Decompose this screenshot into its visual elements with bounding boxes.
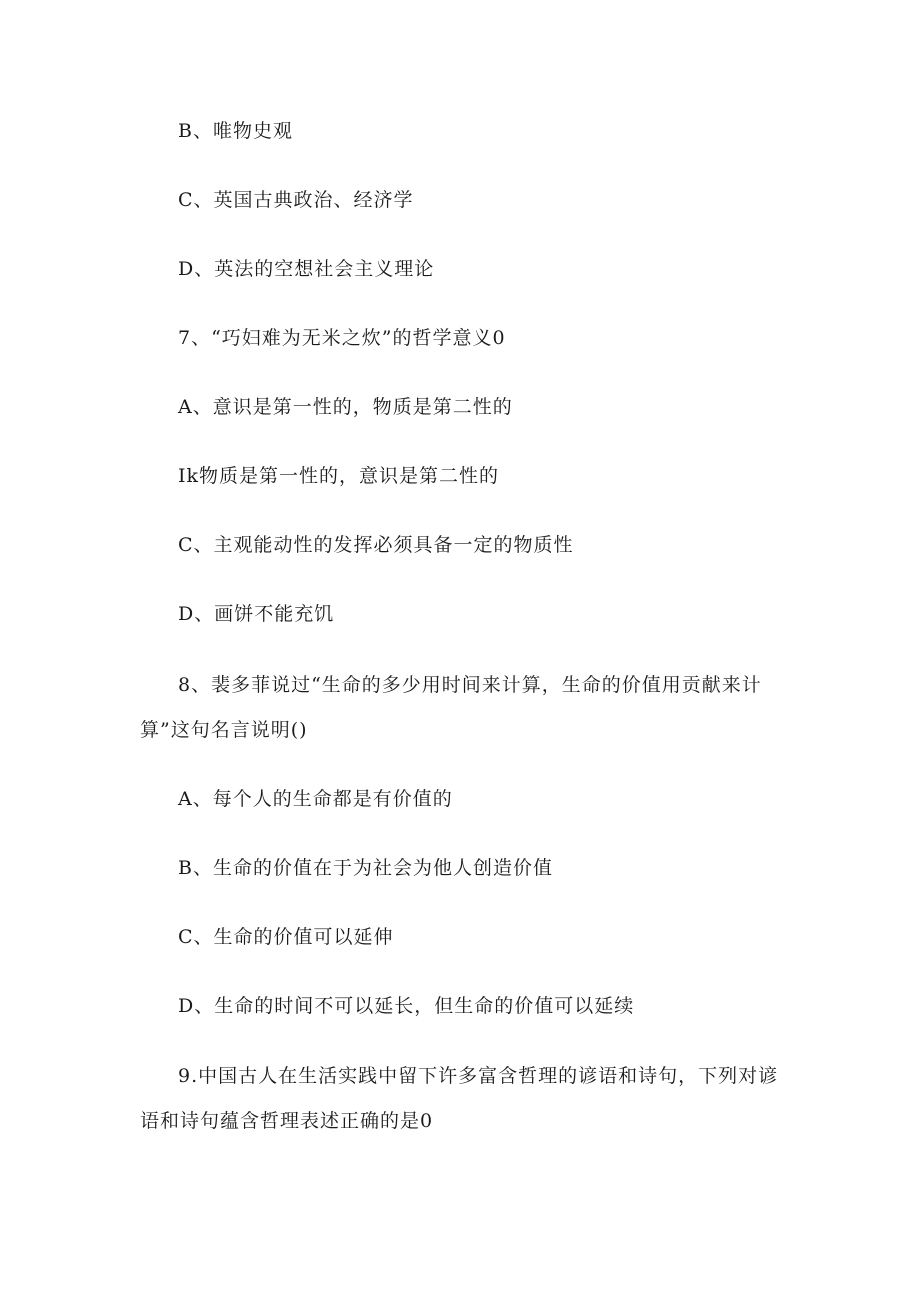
q8-option-c: C、生命的价值可以延伸 <box>178 926 394 948</box>
q6-option-d: D、英法的空想社会主义理论 <box>178 258 435 280</box>
q8-stem-line1: 8、裴多菲说过“生命的多少用时间来计算，生命的价值用贡献来计 <box>178 674 762 696</box>
q8-option-a: A、每个人的生命都是有价值的 <box>178 788 453 810</box>
q8-option-b: B、生命的价值在于为社会为他人创造价值 <box>178 857 553 879</box>
q9-stem-line1: 9.中国古人在生活实践中留下许多富含哲理的谚语和诗句，下列对谚 <box>178 1065 779 1087</box>
q6-option-c: C、英国古典政治、经济学 <box>178 189 414 211</box>
q9-stem-line2: 语和诗句蕴含哲理表述正确的是0 <box>140 1110 434 1132</box>
q7-option-b: Ik物质是第一性的，意识是第二性的 <box>178 465 500 487</box>
q7-stem: 7、“巧妇难为无米之炊”的哲学意义0 <box>178 327 506 349</box>
q7-option-a: A、意识是第一性的，物质是第二性的 <box>178 396 513 418</box>
q8-option-d: D、生命的时间不可以延长，但生命的价值可以延续 <box>178 995 635 1017</box>
q7-option-d: D、画饼不能充饥 <box>178 603 335 625</box>
q8-stem-line2: 算”这句名言说明() <box>140 719 308 741</box>
q7-option-c: C、主观能动性的发挥必须具备一定的物质性 <box>178 534 574 556</box>
q6-option-b: B、唯物史观 <box>178 120 293 142</box>
